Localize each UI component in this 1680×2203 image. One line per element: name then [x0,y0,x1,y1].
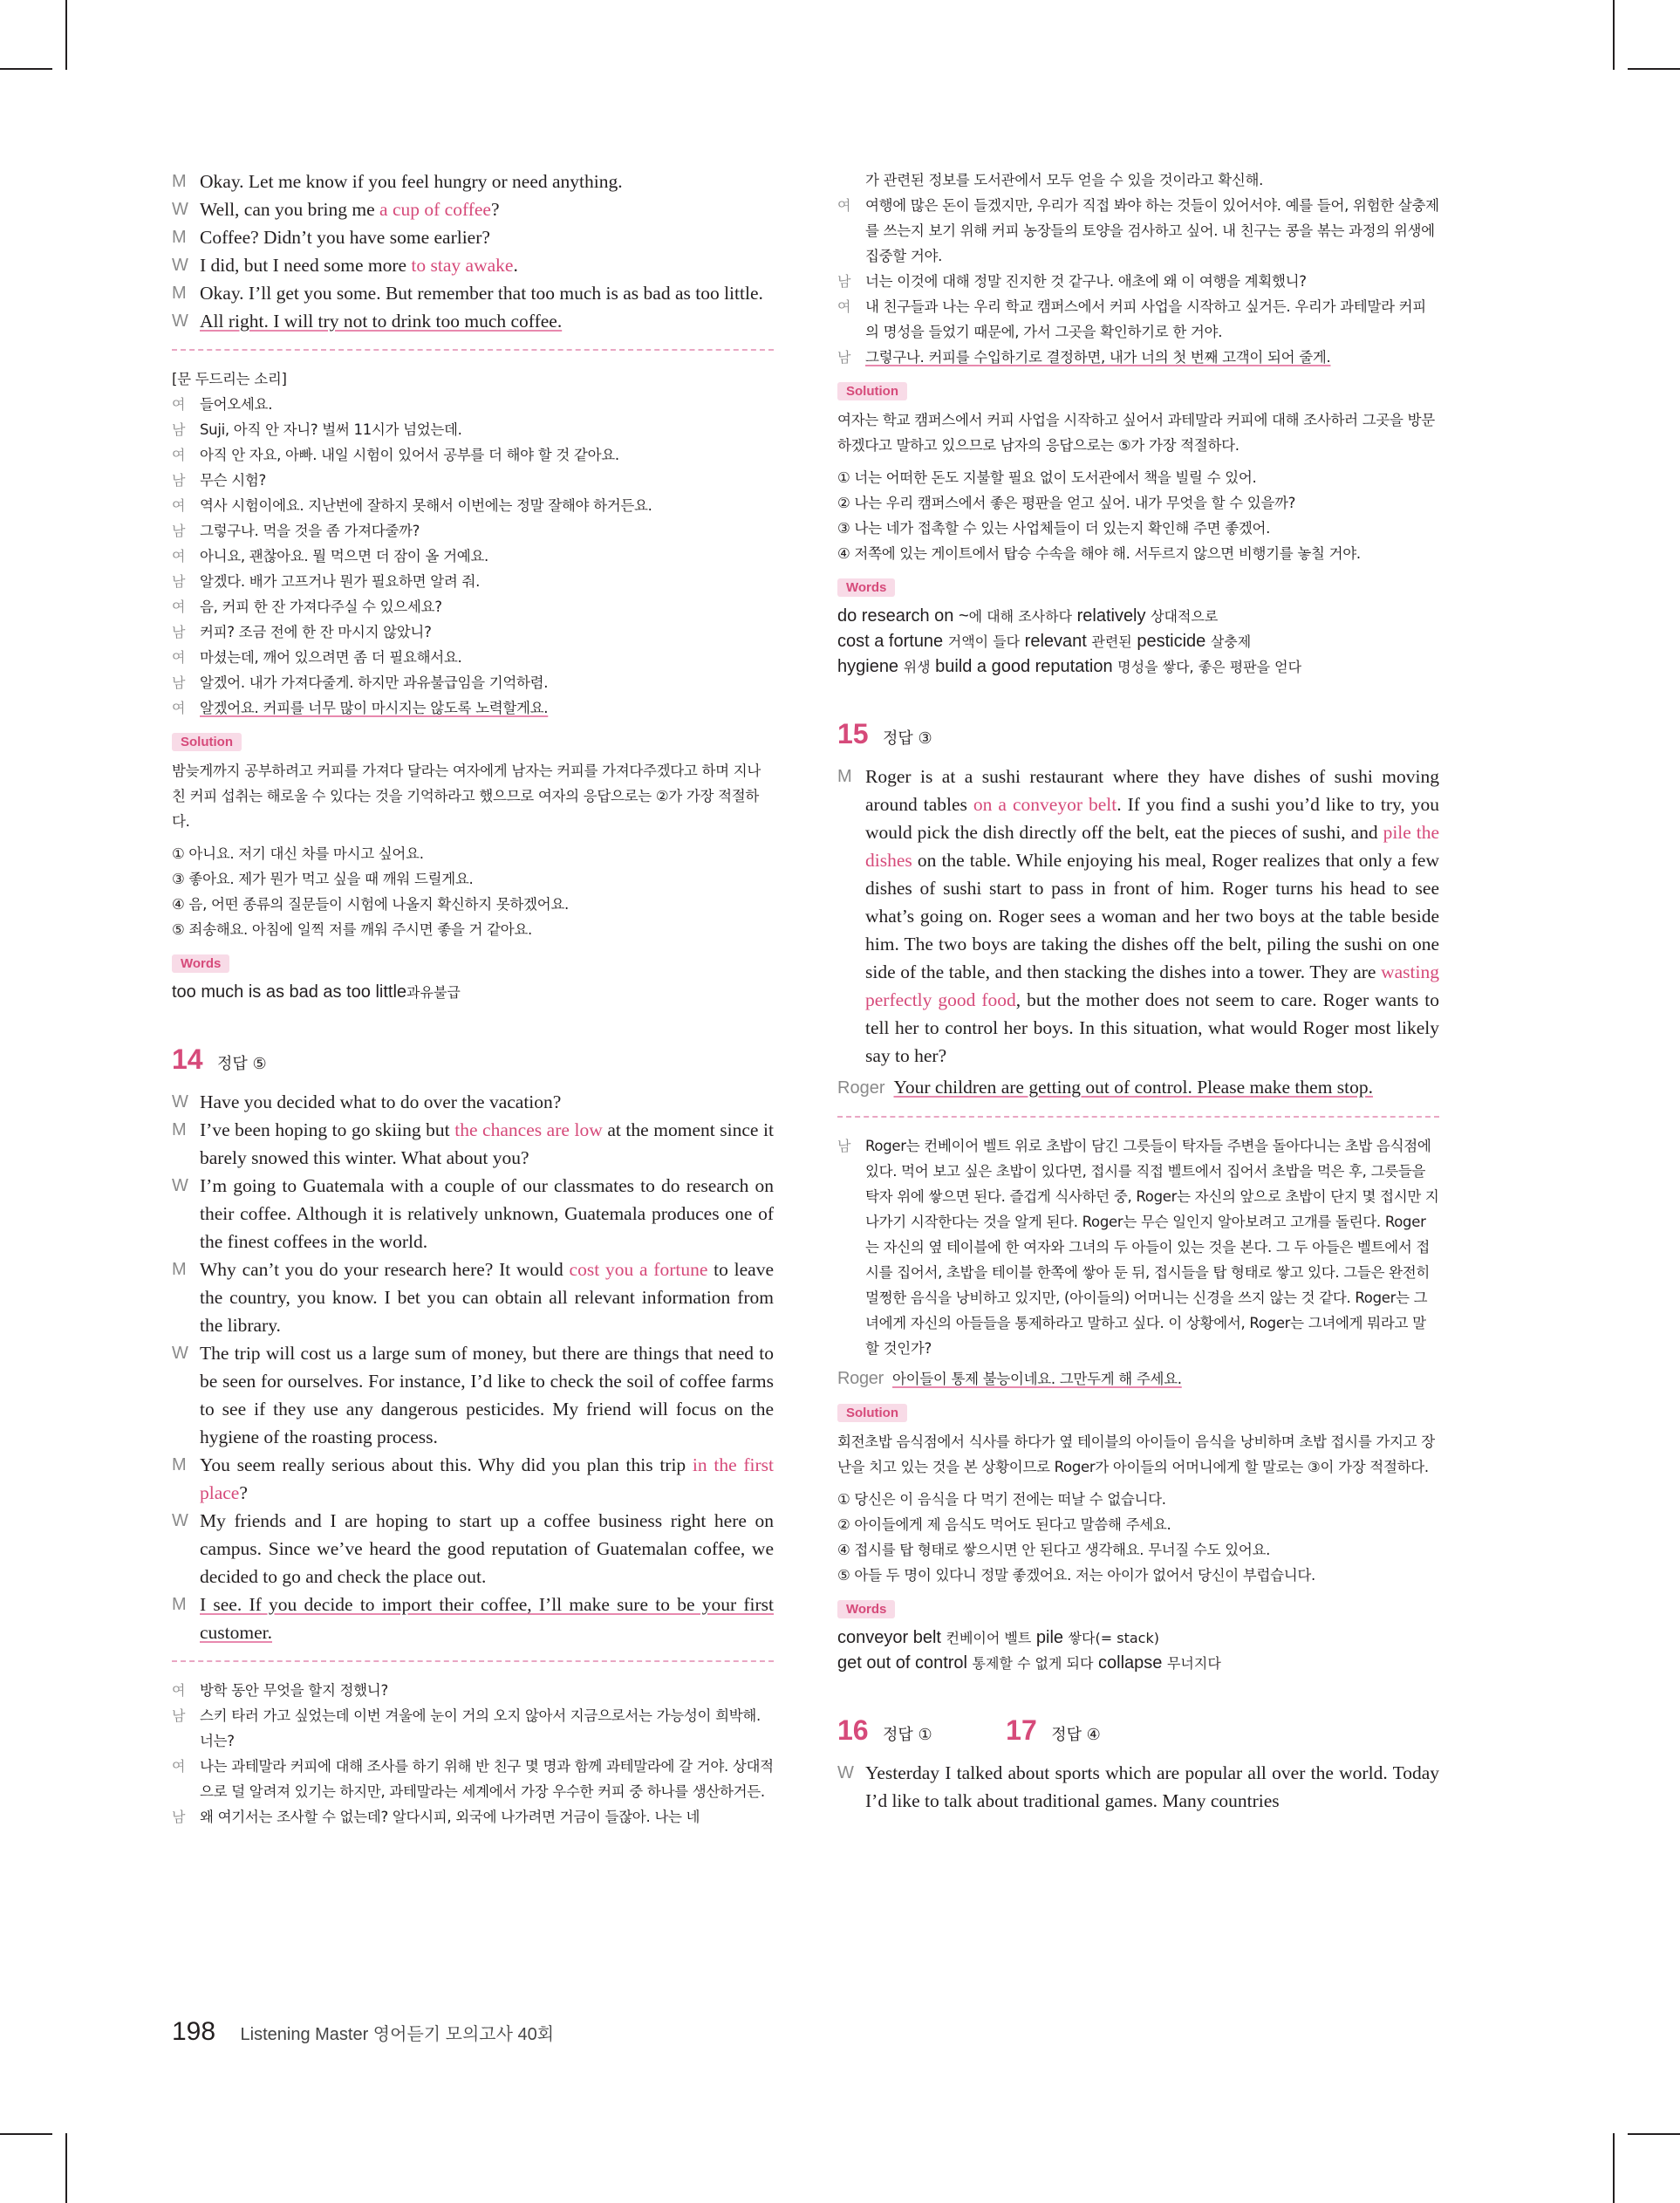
speaker-label: M [837,767,852,786]
word-meaning: 상대적으로 [1151,608,1219,625]
speaker-label: 남 [172,674,186,691]
korean-text: 알겠어. 내가 가져다줄게. 하지만 과유불급임을 기억하렴. [200,674,549,691]
speaker-label: 여 [172,548,186,564]
korean-line [172,569,774,594]
korean-text: 무슨 시험? [200,472,266,489]
dialogue-line [172,1172,774,1255]
dialogue-line [172,1451,774,1507]
word-line [172,980,774,1005]
dialogue-text: Okay. I’ll get you some. But remember that too much is as bad as too little. [200,283,763,304]
word-meaning: 컨베이어 벨트 [946,1630,1032,1646]
left-column [172,168,774,1830]
book-title: Listening Master 영어듣기 모의고사 40회 [240,2025,555,2044]
key-phrase: pile the dishes [865,822,1439,871]
dialogue-text: Well, can you bring me [200,199,380,220]
korean-line [837,193,1439,269]
options-13 [172,841,774,942]
speaker-label: 남 [837,1138,851,1154]
korean-line [837,1133,1439,1361]
speaker-label: 여 [172,700,186,716]
options-15 [837,1487,1439,1588]
korean-text: 너는 이것에 대해 정말 진지한 것 같구나. 애초에 왜 이 여행을 계획했니? [865,273,1307,290]
crop-mark [1613,2133,1615,2203]
speaker-label: M [172,1595,187,1614]
dialogue-text: Yesterday I talked about sports which are popular all over the world. Today I’d like to talk about traditional games. Many countries [865,1762,1439,1811]
speaker-label: 남 [172,573,186,590]
word-meaning: 살충제 [1210,633,1252,650]
word-term: hygiene [837,657,904,676]
korean-line [172,695,774,721]
word-meaning: 관련된 [1091,633,1132,650]
roger-korean-line [837,1366,1439,1392]
dialogue-line [837,763,1439,1070]
crop-mark [0,68,52,70]
answer-sentence: 그렇구나. 커피를 수입하기로 결정하면, 내가 너의 첫 번째 고객이 되어 줄게. [865,349,1331,366]
korean-line [837,294,1439,345]
speaker-label: 남 [172,1707,186,1724]
word-term: pile [1031,1628,1069,1647]
word-meaning: 무너지다 [1166,1655,1221,1672]
speaker-label: W [172,311,188,331]
speaker-label: 남 [172,421,186,438]
dialogue-text: ? [239,1482,248,1503]
korean-line [172,619,774,645]
word-line [837,654,1439,680]
key-phrase: cost you a fortune [569,1259,708,1280]
korean-text: Roger는 컨베이어 벨트 위로 초밥이 담긴 그릇들이 탁자들 주변을 돌아다니는 초밥 음식점에 있다. 먹어 보고 싶은 초밥이 있다면, 접시를 직접 벨트에서 집어서 초밥을 먹은 후, 그릇들을 탁자 위에 쌓으면 된다. 즐겁게 식사하던 중, Roger는 자신의 앞으로 초밥이 단지 몇 접시만 지나가기 시작한다는 것을 알게 된다. Roger는 무슨 일인지 알아보려고 고개를 돌린다. Roger는 자신의 옆 테이블에 한 여자와 그녀의 두 아들이 있는 것을 본다. 그 두 아들은 벨트에서 접시를 집어서, 초밥을 테이블 한쪽에 쌓아 둔 뒤, 접시들을 탑 형태로 쌓고 있다. 그들은 완전히 멀쩡한 음식을 낭비하고 있지만, (아이들의) 어머니는 신경을 쓰지 않는 것 같다. Roger는 그녀에게 자신의 아들들을 통제하라고 말하고 싶다. 이 상황에서, Roger는 그녀에게 뭐라고 말할 것인가? [865,1138,1439,1357]
words-13 [172,980,774,1005]
korean-text: 아니요, 괜찮아요. 뭘 먹으면 더 잠이 올 거예요. [200,548,488,564]
option-line: ③ 좋아요. 제가 뭔가 먹고 싶을 때 깨워 드릴게요. [172,871,474,887]
korean-text: 들어오세요. [200,396,273,413]
word-meaning: 과유불급 [406,984,461,1001]
dialogue-text: I did, but I need some more [200,255,412,276]
option-line: ④ 음, 어떤 종류의 질문들이 시험에 나올지 확신하지 못하겠어요. [172,896,569,913]
korean-line [837,269,1439,294]
korean-line [172,366,774,392]
words-badge: Words [172,954,229,973]
solution-text-14: 여자는 학교 캠퍼스에서 커피 사업을 시작하고 싶어서 과테말라 커피에 대해 조사하러 그곳을 방문하겠다고 말하고 있으므로 남자의 응답으로는 ⑤가 가장 적절하다. [837,412,1435,454]
word-line [837,629,1439,654]
korean-line [172,594,774,619]
option-line: ② 나는 우리 캠퍼스에서 좋은 평판을 얻고 싶어. 내가 무엇을 할 수 있을까? [837,495,1296,511]
crop-mark [1628,68,1680,70]
dialogue-line [172,1088,774,1116]
speaker-label: 남 [172,1809,186,1825]
words-badge: Words [837,578,895,597]
dialogue-text: . If you find a sushi you’d like to try, you would pick the dish directly off the belt, eat the pieces of sushi, and [865,794,1440,843]
korean-text: 알겠다. 배가 고프거나 뭔가 필요하면 알려 줘. [200,573,481,590]
dialogue-line [837,1759,1439,1815]
korean-line [837,345,1439,370]
speaker-label: 여 [837,298,851,315]
speaker-label: W [172,256,188,275]
korean-line [172,1703,774,1754]
option-line: ① 아니요. 저기 대신 차를 마시고 싶어요. [172,845,424,862]
dialogue-line [172,251,774,279]
option-line: ① 너는 어떠한 돈도 지불할 필요 없이 도서관에서 책을 빌릴 수 있어. [837,469,1257,486]
speaker-label: 남 [172,472,186,489]
dialogue-text: to leave the country, you know. I bet you can obtain all relevant information from the library. [200,1259,775,1336]
dialogue-text: at the moment since it barely snowed this winter. What about you? [200,1119,774,1168]
word-term: build a good reputation [930,657,1118,676]
dialogue-text: Have you decided what to do over the vacation? [200,1091,562,1112]
dialogue-text: The trip will cost us a large sum of money, but there are things that need to be seen for ourselves. For instance, I’d like to check the soil of coffee farms to see if they use any dangerous pesticides. My friend will focus on the hygiene of the roasting process. [200,1343,774,1447]
speaker-label: M [172,284,187,303]
korean-text: 내 친구들과 나는 우리 학교 캠퍼스에서 커피 사업을 시작하고 싶거든. 우리가 과테말라 커피의 명성을 들었기 때문에, 가서 그곳을 확인하기로 한 거야. [865,298,1426,340]
key-phrase: wasting perfectly good food [865,961,1439,1010]
answer-sentence: 알겠어요. 커피를 너무 많이 마시지는 않도록 노력할게요. [200,700,549,716]
speaker-label: M [172,1455,187,1474]
word-term: too much is as bad as too little [172,982,407,1002]
options-14 [837,465,1439,566]
korean-text: 나는 과테말라 커피에 대해 조사를 하기 위해 반 친구 몇 명과 함께 과테말라에 갈 거야. 상대적으로 덜 알려져 있기는 하지만, 과테말라는 세계에서 가장 우수한 커피 중 하나를 생산하거든. [200,1758,774,1800]
word-meaning: 위생 [903,659,931,675]
word-term: cost a fortune [837,632,948,651]
dialogue-text: You seem really serious about this. Why did you plan this trip [200,1454,693,1475]
word-term: conveyor belt [837,1628,946,1647]
speaker-label: W [837,1763,854,1782]
answer-label: 정답 ④ [1051,1726,1101,1744]
crop-mark [65,0,67,70]
korean-text: 역사 시험이에요. 지난번에 잘하지 못해서 이번에는 정말 잘해야 하거든요. [200,497,652,514]
dialogue-14 [172,1088,774,1646]
dialogue-text: I’m going to Guatemala with a couple of our classmates to do research on their coffee. Although it is relatively unknown, Guatemala produces one of the finest coffees in the world. [200,1175,774,1252]
option-line: ② 아이들에게 제 음식도 먹어도 된다고 말씀해 주세요. [837,1516,1171,1533]
speaker-label: W [172,1511,188,1530]
dialogue-line [172,1255,774,1339]
solution-badge: Solution [837,1404,907,1422]
word-term: pesticide [1131,632,1211,651]
korean-text: [문 두드리는 소리] [172,371,287,387]
option-line: ⑤ 아들 두 명이 있다니 정말 좋겠어요. 저는 아이가 없어서 당신이 부럽습니다. [837,1567,1315,1584]
key-phrase: the chances are low [454,1119,603,1140]
question-number: 16 [837,1714,869,1746]
crop-mark [1613,0,1615,70]
word-term: relevant [1020,632,1092,651]
word-term: get out of control [837,1653,973,1673]
word-term: relatively [1072,606,1151,626]
korean-line [172,670,774,695]
dialogue-line [172,1339,774,1451]
answer-label: 정답 ⑤ [217,1055,267,1073]
korean-line [172,392,774,417]
speaker-label: 여 [172,396,186,413]
dialogue-line [172,223,774,251]
speaker-label: W [172,1176,188,1195]
korean-text: 여행에 많은 돈이 들겠지만, 우리가 직접 봐야 하는 것들이 있어서야. 예를 들어, 위험한 살충제를 쓰는지 보기 위해 커피 농장들의 토양을 검사하고 싶어. 내 친구는 콩을 볶는 과정의 위생에 집중할 거야. [865,197,1439,264]
word-meaning: 에 대해 조사하다 [968,608,1073,625]
korean-text: 가 관련된 정보를 도서관에서 모두 얻을 수 있을 것이라고 확신해. [865,172,1264,188]
dialogue-line [172,1116,774,1172]
solution-text-13: 밤늦게까지 공부하려고 커피를 가져다 달라는 여자에게 남자는 커피를 가져다주겠다고 하며 지나친 커피 섭취는 해로울 수 있다는 것을 기억하라고 했으므로 여자의 응답으로는 ②가 가장 적절하다. [172,763,761,830]
korean-line [172,1754,774,1804]
dialogue-15 [837,763,1439,1070]
dialogue-text: . [513,255,518,276]
dialogue-text: Coffee? Didn’t you have some earlier? [200,227,490,248]
crop-mark [0,2133,52,2135]
crop-mark [1628,2133,1680,2135]
dialogue-text: , but the mother does not seem to care. Roger wants to tell her to control her boys. In this situation, what would Roger most likely say to her? [865,989,1439,1066]
korean-translation-14-part1 [172,1678,774,1830]
roger-answer-line [837,1073,1439,1102]
question-number: 15 [837,718,869,749]
korean-text: 마셨는데, 깨어 있으려면 좀 더 필요해서요. [200,649,462,666]
speaker-label: 여 [172,1758,186,1775]
dialogue-line [172,168,774,195]
speaker-label: M [172,1120,187,1139]
dialogue-text: on the table. While enjoying his meal, Roger realizes that only a few dishes of sushi start to pass in front of him. Roger turns his head to see what’s going on. Roger sees a woman and her two boys at the table beside him. The two boys are taking the dishes off the belt, piling the sushi on one side of the table, and then stacking the dishes into a tower. They are [865,850,1439,982]
korean-translation-15 [837,1133,1439,1361]
words-15 [837,1625,1439,1676]
speaker-label: 남 [172,624,186,640]
word-line [837,604,1439,629]
answer-label: 정답 ① [883,1726,932,1744]
speaker-label: M [172,1260,187,1279]
korean-line [172,1678,774,1703]
dashed-divider [172,1660,774,1662]
answer-sentence: Your children are getting out of control. Please make them stop. [893,1077,1374,1098]
speaker-label: Roger [837,1078,885,1098]
page-footer [172,2017,554,2047]
right-column [837,168,1439,1815]
option-line: ④ 저쪽에 있는 게이트에서 탑승 수속을 해야 해. 서두르지 않으면 비행기를 놓칠 거야. [837,545,1361,562]
korean-line [172,544,774,569]
speaker-label: M [172,228,187,247]
speaker-label: 남 [837,273,851,290]
speaker-label: Roger [837,1369,884,1388]
word-meaning: 거액이 들다 [947,633,1021,650]
speaker-label: W [172,1092,188,1112]
word-meaning: 쌓다(= stack) [1068,1630,1159,1646]
dialogue-text: Roger is at a sushi restaurant where they have dishes of sushi moving around tables [865,766,1439,815]
speaker-label: 남 [837,349,851,366]
dialogue-line [172,279,774,307]
korean-line [172,493,774,518]
korean-line [172,1804,774,1830]
dialogue-text: Why can’t you do your research here? It would [200,1259,570,1280]
korean-text: 방학 동안 무엇을 할지 정했니? [200,1682,388,1699]
korean-text: 음, 커피 한 잔 가져다주실 수 있으세요? [200,599,442,615]
question-15-header [837,718,1439,750]
word-term: do research on ~ [837,606,969,626]
words-badge: Words [837,1600,895,1618]
korean-line [172,417,774,442]
solution-badge: Solution [837,382,907,400]
option-line: ⑤ 죄송해요. 아침에 일찍 저를 깨워 주시면 좋을 거 같아요. [172,921,532,938]
page-number: 198 [172,2017,216,2046]
key-phrase: to stay awake [411,255,514,276]
answer-sentence: 아이들이 통제 불능이네요. 그만두게 해 주세요. [891,1371,1182,1387]
korean-line [172,468,774,493]
solution-badge: Solution [172,733,242,751]
solution-text-15: 회전초밥 음식점에서 식사를 하다가 옆 테이블의 아이들이 음식을 낭비하며 초밥 접시를 가지고 장난을 치고 있는 것을 본 상황이므로 Roger가 아이들의 어머니에게 할 말로는 ③이 가장 적절하다. [837,1433,1435,1475]
korean-text: 그렇구나. 먹을 것을 좀 가져다줄까? [200,523,420,539]
question-16-17-header [837,1714,1439,1747]
korean-text: 아직 안 자요, 아빠. 내일 시험이 있어서 공부를 더 해야 할 것 같아요. [200,447,619,463]
question-number: 17 [1006,1714,1037,1746]
korean-line [172,442,774,468]
answer-sentence: I see. If you decide to import their coffee, I’ll make sure to be your first customer. [200,1594,774,1643]
dialogue-text: My friends and I are hoping to start up a coffee business right here on campus. Since we’ve heard the good reputation of Guatemalan coffee, we decided to go and check the place out. [200,1510,774,1587]
korean-line [837,168,1439,193]
dialogue-text: Okay. Let me know if you feel hungry or need anything. [200,171,623,192]
dialogue-16 [837,1759,1439,1815]
speaker-label: 여 [837,197,851,214]
word-term: collapse [1093,1653,1167,1673]
dialogue-text: ? [490,199,500,220]
speaker-label: 여 [172,649,186,666]
dialogue-line [172,307,774,335]
word-meaning: 통제할 수 없게 되다 [972,1655,1094,1672]
speaker-label: 여 [172,1682,186,1699]
korean-line [172,645,774,670]
korean-translation-13 [172,366,774,721]
dashed-divider [172,349,774,351]
dialogue-line [172,1591,774,1646]
question-number: 14 [172,1043,203,1075]
speaker-label: 여 [172,599,186,615]
korean-line [172,518,774,544]
speaker-label: W [172,1344,188,1363]
korean-text: Suji, 아직 안 자니? 벌써 11시가 넘었는데. [200,421,462,438]
answer-sentence: All right. I will try not to drink too much coffee. [200,311,563,332]
word-line [837,1651,1439,1676]
words-14 [837,604,1439,680]
speaker-label: 여 [172,447,186,463]
korean-text: 스키 타러 가고 싶었는데 이번 겨울에 눈이 거의 오지 않아서 지금으로서는 가능성이 희박해. 너는? [200,1707,761,1749]
crop-mark [65,2133,67,2203]
korean-text: 왜 여기서는 조사할 수 없는데? 알다시피, 외국에 나가려면 거금이 들잖아. 나는 네 [200,1809,700,1825]
korean-text: 커피? 조금 전에 한 잔 마시지 않았니? [200,624,432,640]
speaker-label: M [172,172,187,191]
key-phrase: in the first place [200,1454,775,1503]
speaker-label: W [172,200,188,219]
option-line: ③ 나는 네가 접촉할 수 있는 사업체들이 더 있는지 확인해 주면 좋겠어. [837,520,1271,537]
dialogue-13-end [172,168,774,335]
option-line: ① 당신은 이 음식을 다 먹기 전에는 떠날 수 없습니다. [837,1491,1166,1508]
word-line [837,1625,1439,1651]
option-line: ④ 접시를 탑 형태로 쌓으시면 안 된다고 생각해요. 무너질 수도 있어요. [837,1542,1271,1558]
question-14-header [172,1043,774,1076]
dialogue-text: I’ve been hoping to go skiing but [200,1119,455,1140]
answer-label: 정답 ③ [883,729,932,748]
key-phrase: a cup of coffee [379,199,491,220]
key-phrase: on a conveyor belt [973,794,1117,815]
word-meaning: 명성을 쌓다, 좋은 평판을 얻다 [1117,659,1302,675]
speaker-label: 여 [172,497,186,514]
dashed-divider [837,1116,1439,1118]
speaker-label: 남 [172,523,186,539]
dialogue-line [172,195,774,223]
korean-translation-14-part2 [837,168,1439,370]
dialogue-line [172,1507,774,1591]
